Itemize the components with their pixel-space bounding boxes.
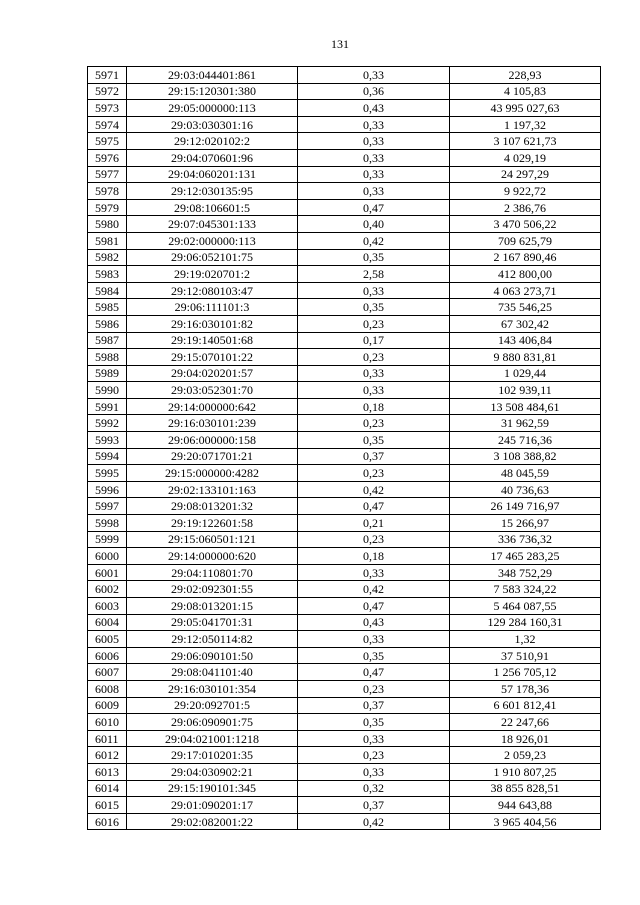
cell-cadastral-number: 29:16:030101:354 <box>127 680 298 697</box>
cell-row-number: 6012 <box>88 747 127 764</box>
cell-amount: 1 197,32 <box>450 116 601 133</box>
table-row <box>88 382 601 399</box>
table-row <box>88 116 601 133</box>
table-row <box>88 631 601 648</box>
table-row <box>88 664 601 681</box>
cell-cadastral-number: 29:12:080103:47 <box>127 282 298 299</box>
cell-cadastral-number: 29:02:133101:163 <box>127 481 298 498</box>
cell-cadastral-number: 29:19:140501:68 <box>127 332 298 349</box>
cell-cadastral-number: 29:02:000000:113 <box>127 232 298 249</box>
cell-row-number: 5983 <box>88 266 127 283</box>
cell-amount: 7 583 324,22 <box>450 581 601 598</box>
cell-row-number: 5999 <box>88 531 127 548</box>
cell-amount: 9 922,72 <box>450 183 601 200</box>
cell-amount: 48 045,59 <box>450 465 601 482</box>
cell-amount: 40 736,63 <box>450 481 601 498</box>
table-row <box>88 183 601 200</box>
table-row <box>88 83 601 100</box>
table-row <box>88 515 601 532</box>
cell-row-number: 5984 <box>88 282 127 299</box>
cell-amount: 67 302,42 <box>450 315 601 332</box>
table-row <box>88 332 601 349</box>
cell-cadastral-number: 29:08:041101:40 <box>127 664 298 681</box>
cell-cadastral-number: 29:06:052101:75 <box>127 249 298 266</box>
table-row <box>88 315 601 332</box>
cell-row-number: 6014 <box>88 780 127 797</box>
cell-amount: 15 266,97 <box>450 515 601 532</box>
cell-coefficient: 0,35 <box>298 432 450 449</box>
cell-amount: 26 149 716,97 <box>450 498 601 515</box>
table-row <box>88 232 601 249</box>
cell-cadastral-number: 29:06:090101:50 <box>127 647 298 664</box>
cell-row-number: 6013 <box>88 763 127 780</box>
cell-cadastral-number: 29:05:000000:113 <box>127 100 298 117</box>
cell-amount: 102 939,11 <box>450 382 601 399</box>
cell-cadastral-number: 29:16:030101:82 <box>127 315 298 332</box>
cell-amount: 245 716,36 <box>450 432 601 449</box>
cell-coefficient: 0,23 <box>298 315 450 332</box>
cell-cadastral-number: 29:08:013201:32 <box>127 498 298 515</box>
cell-coefficient: 0,23 <box>298 747 450 764</box>
cell-row-number: 5976 <box>88 149 127 166</box>
cell-cadastral-number: 29:04:070601:96 <box>127 149 298 166</box>
cell-amount: 31 962,59 <box>450 415 601 432</box>
cell-cadastral-number: 29:04:020201:57 <box>127 365 298 382</box>
cell-row-number: 6016 <box>88 813 127 830</box>
cell-row-number: 5989 <box>88 365 127 382</box>
cell-coefficient: 0,47 <box>298 598 450 615</box>
table-row <box>88 432 601 449</box>
cell-row-number: 6010 <box>88 714 127 731</box>
cell-amount: 2 167 890,46 <box>450 249 601 266</box>
cell-cadastral-number: 29:03:044401:861 <box>127 67 298 84</box>
table-row <box>88 680 601 697</box>
cell-cadastral-number: 29:15:070101:22 <box>127 349 298 366</box>
table-row <box>88 398 601 415</box>
cell-amount: 43 995 027,63 <box>450 100 601 117</box>
cell-amount: 18 926,01 <box>450 730 601 747</box>
table-row <box>88 797 601 814</box>
cell-amount: 143 406,84 <box>450 332 601 349</box>
cell-row-number: 5981 <box>88 232 127 249</box>
cell-coefficient: 0,32 <box>298 780 450 797</box>
cell-row-number: 6003 <box>88 598 127 615</box>
cell-coefficient: 0,33 <box>298 166 450 183</box>
cell-amount: 412 800,00 <box>450 266 601 283</box>
cell-row-number: 5994 <box>88 448 127 465</box>
cell-row-number: 5979 <box>88 199 127 216</box>
cell-cadastral-number: 29:20:092701:5 <box>127 697 298 714</box>
cell-row-number: 6009 <box>88 697 127 714</box>
table-row <box>88 216 601 233</box>
cell-amount: 3 108 388,82 <box>450 448 601 465</box>
cell-cadastral-number: 29:07:045301:133 <box>127 216 298 233</box>
cell-coefficient: 0,43 <box>298 100 450 117</box>
cell-coefficient: 0,47 <box>298 664 450 681</box>
cell-coefficient: 0,37 <box>298 697 450 714</box>
cell-amount: 1,32 <box>450 631 601 648</box>
cell-row-number: 5995 <box>88 465 127 482</box>
cell-amount: 2 386,76 <box>450 199 601 216</box>
cell-row-number: 5987 <box>88 332 127 349</box>
cell-amount: 129 284 160,31 <box>450 614 601 631</box>
cell-coefficient: 0,35 <box>298 249 450 266</box>
cell-cadastral-number: 29:15:190101:345 <box>127 780 298 797</box>
cell-row-number: 5993 <box>88 432 127 449</box>
table-row <box>88 498 601 515</box>
cell-cadastral-number: 29:04:110801:70 <box>127 564 298 581</box>
cell-coefficient: 0,33 <box>298 763 450 780</box>
cell-cadastral-number: 29:06:090901:75 <box>127 714 298 731</box>
cell-coefficient: 0,42 <box>298 813 450 830</box>
cell-cadastral-number: 29:08:013201:15 <box>127 598 298 615</box>
table-row <box>88 448 601 465</box>
cell-coefficient: 0,42 <box>298 232 450 249</box>
cell-coefficient: 0,18 <box>298 398 450 415</box>
cell-row-number: 5974 <box>88 116 127 133</box>
cell-amount: 735 546,25 <box>450 299 601 316</box>
cell-coefficient: 0,33 <box>298 67 450 84</box>
cell-coefficient: 2,58 <box>298 266 450 283</box>
cell-amount: 3 470 506,22 <box>450 216 601 233</box>
cell-cadastral-number: 29:01:090201:17 <box>127 797 298 814</box>
cell-cadastral-number: 29:03:030301:16 <box>127 116 298 133</box>
cell-cadastral-number: 29:19:020701:2 <box>127 266 298 283</box>
table-row <box>88 714 601 731</box>
cell-amount: 348 752,29 <box>450 564 601 581</box>
cell-coefficient: 0,37 <box>298 797 450 814</box>
cell-row-number: 5992 <box>88 415 127 432</box>
cell-row-number: 5973 <box>88 100 127 117</box>
cell-coefficient: 0,35 <box>298 714 450 731</box>
cell-coefficient: 0,33 <box>298 730 450 747</box>
cell-amount: 17 465 283,25 <box>450 548 601 565</box>
cell-amount: 57 178,36 <box>450 680 601 697</box>
cell-amount: 5 464 087,55 <box>450 598 601 615</box>
table-body <box>88 67 601 830</box>
cell-cadastral-number: 29:04:021001:1218 <box>127 730 298 747</box>
cell-amount: 13 508 484,61 <box>450 398 601 415</box>
cell-amount: 6 601 812,41 <box>450 697 601 714</box>
table-row <box>88 548 601 565</box>
cell-coefficient: 0,33 <box>298 183 450 200</box>
table-row <box>88 415 601 432</box>
cell-coefficient: 0,23 <box>298 349 450 366</box>
cell-coefficient: 0,33 <box>298 116 450 133</box>
cell-row-number: 6004 <box>88 614 127 631</box>
table-row <box>88 647 601 664</box>
cell-amount: 3 107 621,73 <box>450 133 601 150</box>
cell-row-number: 6005 <box>88 631 127 648</box>
cell-row-number: 5997 <box>88 498 127 515</box>
cell-amount: 22 247,66 <box>450 714 601 731</box>
cell-cadastral-number: 29:17:010201:35 <box>127 747 298 764</box>
cell-row-number: 6006 <box>88 647 127 664</box>
cell-row-number: 5978 <box>88 183 127 200</box>
table-row <box>88 100 601 117</box>
table-row <box>88 349 601 366</box>
cell-cadastral-number: 29:14:000000:620 <box>127 548 298 565</box>
page-number: 131 <box>331 37 349 51</box>
cell-coefficient: 0,23 <box>298 531 450 548</box>
table-row <box>88 266 601 283</box>
table-row <box>88 564 601 581</box>
cell-coefficient: 0,33 <box>298 133 450 150</box>
cell-row-number: 5990 <box>88 382 127 399</box>
table-row <box>88 531 601 548</box>
cell-coefficient: 0,36 <box>298 83 450 100</box>
cell-coefficient: 0,40 <box>298 216 450 233</box>
data-table <box>87 66 601 830</box>
table-row <box>88 730 601 747</box>
table-row <box>88 598 601 615</box>
table-row <box>88 481 601 498</box>
cell-row-number: 6001 <box>88 564 127 581</box>
table-row <box>88 747 601 764</box>
cell-coefficient: 0,42 <box>298 581 450 598</box>
cell-row-number: 6011 <box>88 730 127 747</box>
cell-coefficient: 0,33 <box>298 382 450 399</box>
cell-row-number: 6007 <box>88 664 127 681</box>
cell-coefficient: 0,33 <box>298 564 450 581</box>
cell-row-number: 5996 <box>88 481 127 498</box>
cell-amount: 4 029,19 <box>450 149 601 166</box>
cell-cadastral-number: 29:04:030902:21 <box>127 763 298 780</box>
table-row <box>88 133 601 150</box>
cell-amount: 1 256 705,12 <box>450 664 601 681</box>
cell-amount: 2 059,23 <box>450 747 601 764</box>
cell-row-number: 5988 <box>88 349 127 366</box>
cell-cadastral-number: 29:14:000000:642 <box>127 398 298 415</box>
cell-amount: 4 063 273,71 <box>450 282 601 299</box>
cell-row-number: 6008 <box>88 680 127 697</box>
cell-cadastral-number: 29:08:106601:5 <box>127 199 298 216</box>
cell-cadastral-number: 29:19:122601:58 <box>127 515 298 532</box>
cell-row-number: 5985 <box>88 299 127 316</box>
table-row <box>88 813 601 830</box>
cell-cadastral-number: 29:15:060501:121 <box>127 531 298 548</box>
table-row <box>88 249 601 266</box>
cell-cadastral-number: 29:06:000000:158 <box>127 432 298 449</box>
cell-cadastral-number: 29:06:111101:3 <box>127 299 298 316</box>
table-row <box>88 780 601 797</box>
cell-row-number: 5977 <box>88 166 127 183</box>
cell-coefficient: 0,47 <box>298 498 450 515</box>
cell-row-number: 5975 <box>88 133 127 150</box>
cell-amount: 1 910 807,25 <box>450 763 601 780</box>
cell-row-number: 5998 <box>88 515 127 532</box>
cell-cadastral-number: 29:12:050114:82 <box>127 631 298 648</box>
cell-amount: 3 965 404,56 <box>450 813 601 830</box>
cell-amount: 9 880 831,81 <box>450 349 601 366</box>
cell-amount: 944 643,88 <box>450 797 601 814</box>
cell-coefficient: 0,23 <box>298 680 450 697</box>
cell-coefficient: 0,43 <box>298 614 450 631</box>
cell-cadastral-number: 29:05:041701:31 <box>127 614 298 631</box>
table-row <box>88 465 601 482</box>
cell-cadastral-number: 29:02:082001:22 <box>127 813 298 830</box>
cell-row-number: 5982 <box>88 249 127 266</box>
cell-row-number: 5991 <box>88 398 127 415</box>
table-row <box>88 697 601 714</box>
cell-coefficient: 0,35 <box>298 299 450 316</box>
table-row <box>88 763 601 780</box>
cell-amount: 37 510,91 <box>450 647 601 664</box>
cell-coefficient: 0,47 <box>298 199 450 216</box>
cell-cadastral-number: 29:15:000000:4282 <box>127 465 298 482</box>
table-row <box>88 299 601 316</box>
table-row <box>88 166 601 183</box>
cell-row-number: 5980 <box>88 216 127 233</box>
cell-amount: 336 736,32 <box>450 531 601 548</box>
cell-amount: 24 297,29 <box>450 166 601 183</box>
cell-coefficient: 0,21 <box>298 515 450 532</box>
cell-cadastral-number: 29:04:060201:131 <box>127 166 298 183</box>
cell-coefficient: 0,23 <box>298 415 450 432</box>
cell-cadastral-number: 29:12:020102:2 <box>127 133 298 150</box>
cell-row-number: 6002 <box>88 581 127 598</box>
cell-amount: 38 855 828,51 <box>450 780 601 797</box>
cell-cadastral-number: 29:03:052301:70 <box>127 382 298 399</box>
table-row <box>88 282 601 299</box>
table-row <box>88 365 601 382</box>
cell-coefficient: 0,37 <box>298 448 450 465</box>
cell-row-number: 5986 <box>88 315 127 332</box>
cell-cadastral-number: 29:02:092301:55 <box>127 581 298 598</box>
cell-cadastral-number: 29:20:071701:21 <box>127 448 298 465</box>
cell-amount: 4 105,83 <box>450 83 601 100</box>
cell-coefficient: 0,33 <box>298 631 450 648</box>
cell-row-number: 6015 <box>88 797 127 814</box>
table-row <box>88 67 601 84</box>
cell-coefficient: 0,18 <box>298 548 450 565</box>
cell-coefficient: 0,33 <box>298 149 450 166</box>
cell-coefficient: 0,23 <box>298 465 450 482</box>
cell-amount: 228,93 <box>450 67 601 84</box>
table-row <box>88 614 601 631</box>
cell-cadastral-number: 29:15:120301:380 <box>127 83 298 100</box>
cell-amount: 709 625,79 <box>450 232 601 249</box>
cell-amount: 1 029,44 <box>450 365 601 382</box>
cell-coefficient: 0,33 <box>298 365 450 382</box>
table-row <box>88 149 601 166</box>
cell-coefficient: 0,33 <box>298 282 450 299</box>
cell-row-number: 5972 <box>88 83 127 100</box>
cell-cadastral-number: 29:16:030101:239 <box>127 415 298 432</box>
cell-row-number: 5971 <box>88 67 127 84</box>
cell-cadastral-number: 29:12:030135:95 <box>127 183 298 200</box>
table-row <box>88 581 601 598</box>
cell-coefficient: 0,42 <box>298 481 450 498</box>
cell-coefficient: 0,35 <box>298 647 450 664</box>
cell-row-number: 6000 <box>88 548 127 565</box>
table-row <box>88 199 601 216</box>
cell-coefficient: 0,17 <box>298 332 450 349</box>
